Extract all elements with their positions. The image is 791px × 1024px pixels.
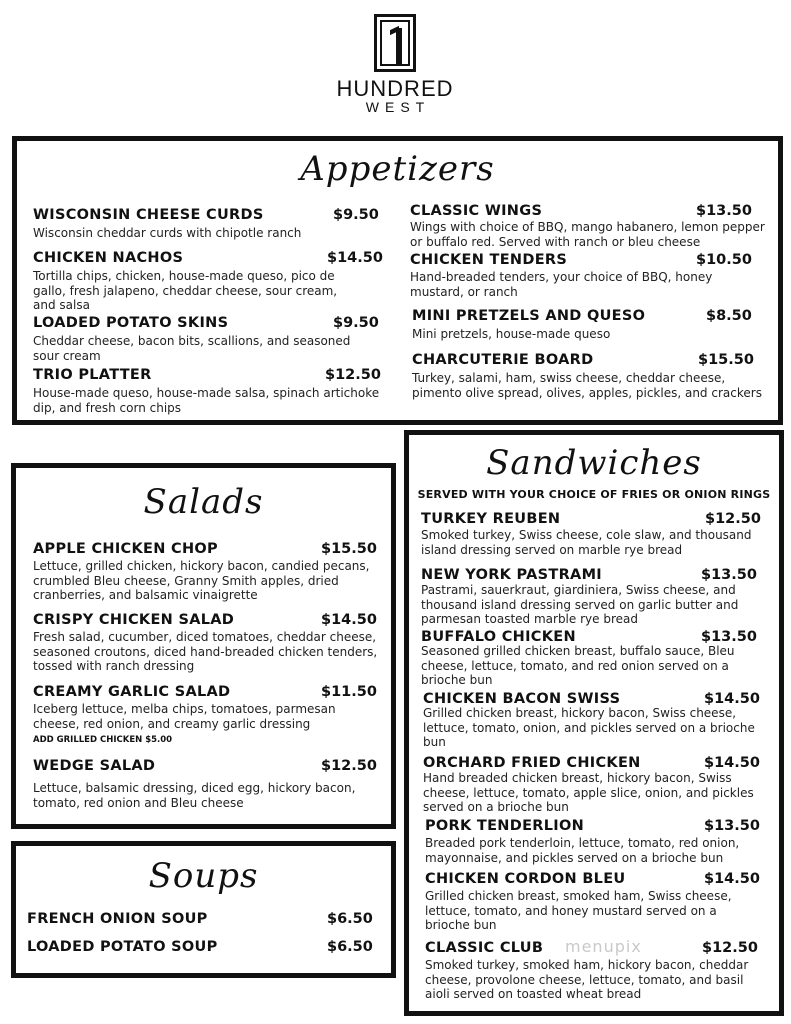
item-description: Breaded pork tenderloin, lettuce, tomato, red onion, mayonnaise, and pickles served on a brioche bun bbox=[425, 836, 740, 865]
item-price: $11.50 bbox=[321, 684, 377, 700]
sandwiches-section bbox=[404, 430, 784, 1016]
item-name: CHICKEN TENDERS bbox=[410, 252, 568, 268]
restaurant-logo bbox=[318, 14, 472, 114]
item-price: $9.50 bbox=[333, 207, 379, 223]
item-price: $13.50 bbox=[704, 818, 760, 834]
watermark: menupix bbox=[565, 937, 642, 956]
item-name: BUFFALO CHICKEN bbox=[421, 629, 576, 645]
salads-title: Salads bbox=[143, 482, 264, 522]
item-description: Smoked turkey, Swiss cheese, cole slaw, and thousand island dressing served on marble rye bread bbox=[421, 528, 752, 557]
item-description: House-made queso, house-made salsa, spinach artichoke dip, and fresh corn chips bbox=[33, 386, 380, 415]
item-price: $6.50 bbox=[327, 911, 373, 927]
item-price: $6.50 bbox=[327, 939, 373, 955]
sandwiches-title: Sandwiches bbox=[486, 443, 702, 483]
soups-title: Soups bbox=[148, 856, 259, 896]
item-price: $14.50 bbox=[704, 871, 760, 887]
item-description: Grilled chicken breast, hickory bacon, Swiss cheese, lettuce, tomato, onion, and pickles served on a brioche bun bbox=[423, 706, 755, 749]
appetizers-section bbox=[12, 136, 783, 425]
item-description: Pastrami, sauerkraut, giardiniera, Swiss cheese, and thousand island dressing served on garlic butter and parmesan toasted marble rye bread bbox=[421, 583, 739, 626]
item-price: $14.50 bbox=[321, 612, 377, 628]
item-name: CHICKEN NACHOS bbox=[33, 250, 184, 266]
item-price: $13.50 bbox=[701, 629, 757, 645]
item-description: Cheddar cheese, bacon bits, scallions, and seasoned sour cream bbox=[33, 334, 351, 363]
soups-section bbox=[11, 841, 396, 978]
item-price: $12.50 bbox=[705, 511, 761, 527]
item-description: Wisconsin cheddar curds with chipotle ranch bbox=[33, 226, 302, 240]
item-name: MINI PRETZELS AND QUESO bbox=[412, 308, 646, 324]
item-price: $8.50 bbox=[706, 308, 752, 324]
item-name: WEDGE SALAD bbox=[33, 758, 156, 774]
item-description: Grilled chicken breast, smoked ham, Swiss cheese, lettuce, tomato, and honey mustard served on a brioche bun bbox=[425, 889, 732, 932]
item-price: $14.50 bbox=[327, 250, 383, 266]
item-price: $14.50 bbox=[704, 755, 760, 771]
item-name: FRENCH ONION SOUP bbox=[27, 911, 208, 927]
item-name: CREAMY GARLIC SALAD bbox=[33, 684, 231, 700]
appetizers-title: Appetizers bbox=[300, 149, 495, 189]
item-name: LOADED POTATO SOUP bbox=[27, 939, 218, 955]
item-price: $10.50 bbox=[696, 252, 752, 268]
item-description: Seasoned grilled chicken breast, buffalo sauce, Bleu cheese, lettuce, tomato, and red onion served on a brioche bun bbox=[421, 644, 735, 687]
item-price: $15.50 bbox=[698, 352, 754, 368]
item-name: LOADED POTATO SKINS bbox=[33, 315, 229, 331]
item-description: Hand-breaded tenders, your choice of BBQ, honey mustard, or ranch bbox=[410, 270, 713, 299]
logo-line-2: WEST bbox=[365, 99, 431, 115]
item-price: $13.50 bbox=[701, 567, 757, 583]
item-name: CHICKEN CORDON BLEU bbox=[425, 871, 626, 887]
item-name: CRISPY CHICKEN SALAD bbox=[33, 612, 235, 628]
item-description: Wings with choice of BBQ, mango habanero, lemon pepper or buffalo red. Served with ranch or bleu cheese bbox=[410, 220, 765, 249]
add-chicken-note: ADD GRILLED CHICKEN $5.00 bbox=[33, 735, 173, 745]
item-price: $12.50 bbox=[325, 367, 381, 383]
item-name: PORK TENDERLION bbox=[425, 818, 585, 834]
item-name: TURKEY REUBEN bbox=[421, 511, 561, 527]
item-price: $13.50 bbox=[696, 203, 752, 219]
item-description: Iceberg lettuce, melba chips, tomatoes, parmesan cheese, red onion, and creamy garlic dressing bbox=[33, 702, 336, 731]
item-name: CHICKEN BACON SWISS bbox=[423, 691, 621, 707]
item-description: Tortilla chips, chicken, house-made queso, pico de gallo, fresh jalapeno, cheddar cheese, sour cream, and salsa bbox=[33, 269, 338, 312]
item-price: $12.50 bbox=[702, 940, 758, 956]
item-name: CLASSIC WINGS bbox=[410, 203, 543, 219]
item-description: Hand breaded chicken breast, hickory bacon, Swiss cheese, lettuce, tomato, apple slice, onion, and pickles served on a brioche bun bbox=[423, 771, 754, 814]
item-name: ORCHARD FRIED CHICKEN bbox=[423, 755, 641, 771]
item-description: Mini pretzels, house-made queso bbox=[412, 327, 611, 341]
logo-mark-icon bbox=[374, 14, 416, 72]
item-price: $12.50 bbox=[321, 758, 377, 774]
item-price: $9.50 bbox=[333, 315, 379, 331]
logo-line-1: HUNDRED bbox=[336, 76, 454, 101]
item-price: $14.50 bbox=[704, 691, 760, 707]
item-description: Lettuce, balsamic dressing, diced egg, hickory bacon, tomato, red onion and Bleu cheese bbox=[33, 781, 356, 810]
item-name: CHARCUTERIE BOARD bbox=[412, 352, 594, 368]
salads-section bbox=[11, 463, 396, 829]
item-name: CLASSIC CLUB bbox=[425, 940, 544, 956]
item-description: Turkey, salami, ham, swiss cheese, cheddar cheese, pimento olive spread, olives, apples, pickles, and crackers bbox=[412, 371, 762, 400]
item-price: $15.50 bbox=[321, 541, 377, 557]
item-description: Fresh salad, cucumber, diced tomatoes, cheddar cheese, seasoned croutons, diced hand-breaded chicken tenders, tossed with ranch dressing bbox=[33, 630, 378, 673]
sandwiches-subtitle: SERVED WITH YOUR CHOICE OF FRIES OR ONION RINGS bbox=[417, 488, 771, 501]
item-name: NEW YORK PASTRAMI bbox=[421, 567, 603, 583]
item-name: APPLE CHICKEN CHOP bbox=[33, 541, 218, 557]
item-name: TRIO PLATTER bbox=[33, 367, 152, 383]
item-description: Smoked turkey, smoked ham, hickory bacon, cheddar cheese, provolone cheese, lettuce, tomato, and basil aioli served on toasted wheat bread bbox=[425, 958, 749, 1001]
item-description: Lettuce, grilled chicken, hickory bacon, candied pecans, crumbled Bleu cheese, Granny Smith apples, dried cranberries, and balsamic vinaigrette bbox=[33, 559, 370, 602]
item-name: WISCONSIN CHEESE CURDS bbox=[33, 207, 264, 223]
